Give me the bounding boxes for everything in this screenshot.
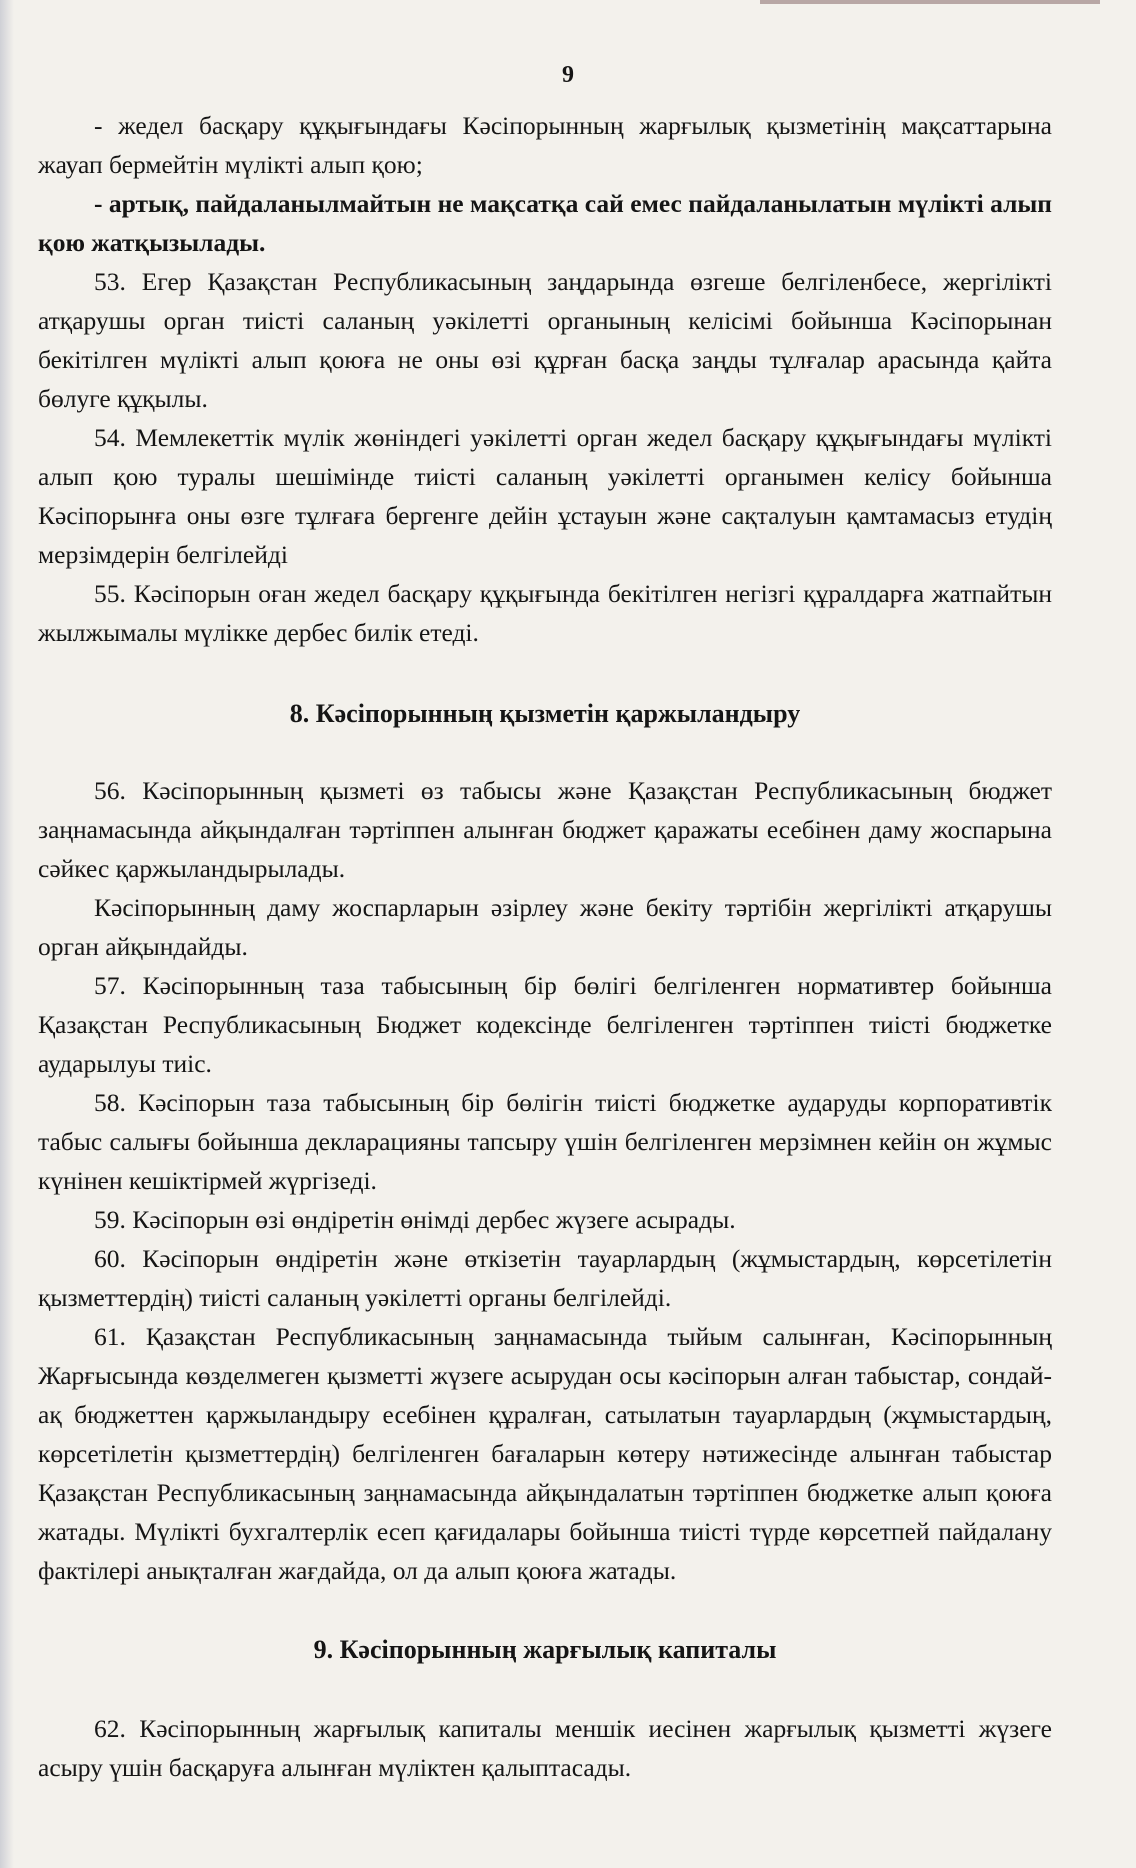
paragraph-62: 62. Кәсіпорынның жарғылық капиталы меншік иесінен жарғылық қызметті жүзеге асыру үшін басқаруға алынған мүліктен қалыптасады. bbox=[38, 1714, 1052, 1782]
paragraph-61: 61. Қазақстан Республикасының заңнамасында тыйым салынған, Кәсіпорынның Жарғысында көзделмеген қызметті жүзеге асырудан осы кәсіпорын алған табыстар, сондай-ақ бюджеттен қаржыландыру есебінен құралған, сатылатын тауарлардың (жұмыстардың, көрсетілетін қызметтердің) белгіленген бағаларын көтеру нәтижесінде алынған табыстар Қазақстан Республикасының заңнамасында айқындалатын тәртіппен бюджетке алып қоюға жатады. Мүлікті бухгалтерлік есеп қағидалары бойынша тиісті түрде көрсетпей пайдалану фактілері анықталған жағдайда, ол да алып қоюға жатады. bbox=[38, 1322, 1052, 1585]
paragraph-56-b: Кәсіпорынның даму жоспарларын әзірлеу және бекіту тәртібін жергілікті атқарушы орган айқындайды. bbox=[38, 893, 1052, 961]
paragraph-60: 60. Кәсіпорын өндіретін және өткізетін тауарлардың (жұмыстардың, көрсетілетін қызметтердің) тиісті саланың уәкілетті органы белгілейді. bbox=[38, 1244, 1052, 1312]
page-edge-shadow bbox=[0, 0, 14, 1868]
document-body bbox=[38, 106, 1052, 1787]
paragraph-55: 55. Кәсіпорын оған жедел басқару құқығында бекітілген негізгі құралдарға жатпайтын жылжымалы мүлікке дербес билік етеді. bbox=[38, 579, 1052, 647]
paragraph-58: 58. Кәсіпорын таза табысының бір бөлігін тиісті бюджетке аударуды корпоративтік табыс салығы бойынша декларацияны тапсыру үшін белгіленген мерзімнен кейін он жұмыс күнінен кешіктірмей жүргізеді. bbox=[38, 1088, 1052, 1195]
paragraph-bullet-1: - жедел басқару құқығындағы Кәсіпорынның жарғылық қызметінің мақсаттарына жауап бермейтін мүлікті алып қою; bbox=[38, 111, 1052, 179]
top-edge-mark bbox=[760, 0, 1100, 4]
page-number: 9 bbox=[562, 62, 574, 88]
paragraph-53: 53. Егер Қазақстан Республикасының заңдарында өзгеше белгіленбесе, жергілікті атқарушы орган тиісті саланың уәкілетті органының келісімі бойынша Кәсіпорынан бекітілген мүлікті алып қоюға не оны өзі құрған басқа заңды тұлғалар арасында қайта бөлуге құқылы. bbox=[38, 267, 1052, 413]
paragraph-54: 54. Мемлекеттік мүлік жөніндегі уәкілетті орган жедел басқару құқығындағы мүлікті алып қою туралы шешімінде тиісті саланың уәкілетті органымен келісу бойынша Кәсіпорынға оны өзге тұлғаға бергенге дейін ұстауын және сақталуын қамтамасыз етудің мерзімдерін белгілейді bbox=[38, 423, 1052, 569]
paragraph-bullet-2: - артық, пайдаланылмайтын не мақсатқа сай емес пайдаланылатын мүлікті алып қою жатқызылады. bbox=[38, 189, 1052, 257]
paragraph-57: 57. Кәсіпорынның таза табысының бір бөлігі белгіленген нормативтер бойынша Қазақстан Республикасының Бюджет кодексінде белгіленген тәртіппен тиісті бюджетке аударылуы тиіс. bbox=[38, 971, 1052, 1078]
section-8-heading: 8. Кәсіпорынның қызметін қаржыландыру bbox=[289, 699, 801, 728]
section-9-heading: 9. Кәсіпорынның жарғылық капиталы bbox=[313, 1635, 777, 1664]
paragraph-56: 56. Кәсіпорынның қызметі өз табысы және Қазақстан Республикасының бюджет заңнамасында айқындалған тәртіппен алынған бюджет қаражаты есебінен даму жоспарына сәйкес қаржыландырылады. bbox=[38, 776, 1052, 883]
paragraph-59: 59. Кәсіпорын өзі өндіретін өнімді дербес жүзеге асырады. bbox=[94, 1205, 736, 1234]
